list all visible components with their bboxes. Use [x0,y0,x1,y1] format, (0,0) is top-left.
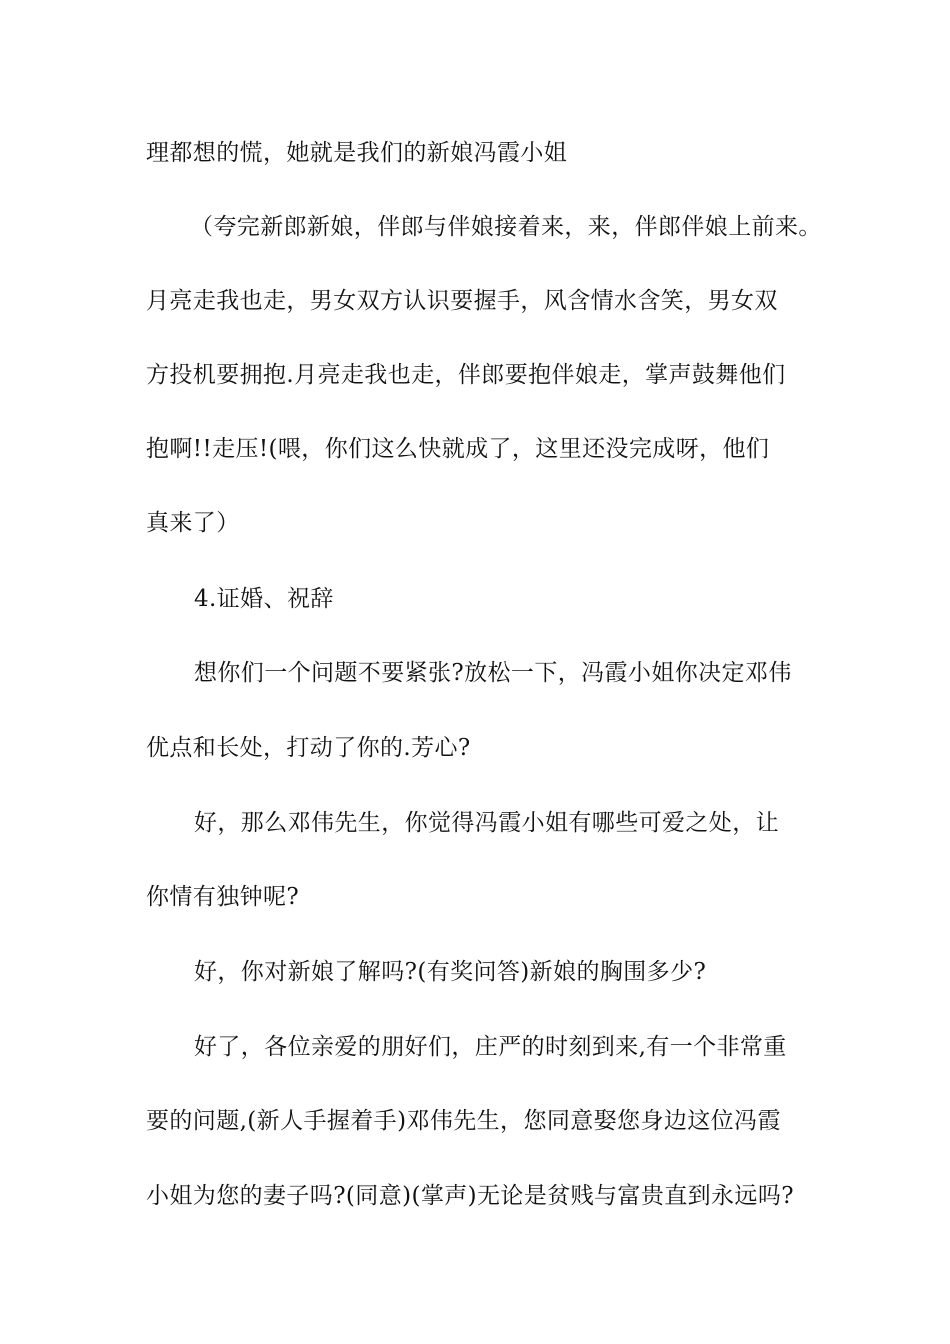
text-line: 你情有独钟呢? [146,884,300,910]
text-line: 理都想的慌，她就是我们的新娘冯霞小姐 [146,140,568,166]
text-line: 小姐为您的妻子吗?(同意)(掌声)无论是贫贱与富贵直到永远吗? [146,1183,794,1209]
text-line: 要的问题,(新人手握着手)邓伟先生，您同意娶您身边这位冯霞 [146,1108,781,1134]
text-line: （夸完新郎新娘，伴郎与伴娘接着来，来，伴郎伴娘上前来。 [190,214,822,240]
text-line: 抱啊!!走压!(喂，你们这么快就成了，这里还没完成呀，他们 [146,436,770,462]
text-line: 想你们一个问题不要紧张?放松一下，冯霞小姐你决定邓伟 [194,660,792,686]
section-heading: 4.证婚、祝辞 [194,586,334,612]
text-line: 真来了） [146,510,240,536]
text-line: 好，你对新娘了解吗?(有奖问答)新娘的胸围多少? [194,959,707,985]
text-line: 好，那么邓伟先生，你觉得冯霞小姐有哪些可爱之处，让 [194,810,779,836]
text-line: 优点和长处，打动了你的.芳心? [146,735,471,761]
text-line: 月亮走我也走，男女双方认识要握手，风含情水含笑，男女双 [146,288,778,314]
text-line: 好了，各位亲爱的朋好们，庄严的时刻到来,有一个非常重 [194,1034,787,1060]
text-line: 方投机要拥抱.月亮走我也走，伴郎要抱伴娘走，掌声鼓舞他们 [146,362,786,388]
